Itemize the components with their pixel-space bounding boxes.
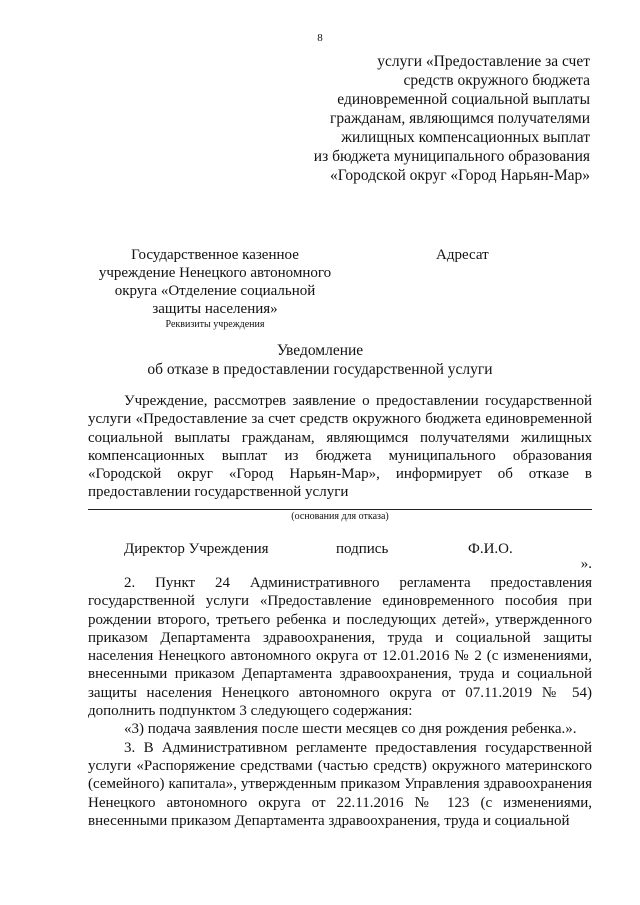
header-line: «Городской округ «Город Нарьян-Мар» xyxy=(330,167,590,184)
page-number: 8 xyxy=(317,32,323,44)
addressee-label: Адресат xyxy=(436,247,489,263)
paragraph: 2. Пункт 24 Административного регламента предоставления государственной услуги «Предоставление единовременного пособия при рождении второго, третьего ребенка и последующих детей», утвержденного приказом Департамента здравоохранения, труда и социальной защиты населения Ненецкого автономного округа от 12.01.2016 № 2 (с изменениями, внесенными приказом Департамента здравоохранения, труда и социальной защиты населения Ненецкого автономного округа от 07.11.2019 № 54) дополнить подпунктом 3 следующего содержания: xyxy=(88,575,592,720)
institution-line: округа «Отделение социальной xyxy=(114,283,316,299)
notice-title: Уведомление xyxy=(276,342,364,359)
institution-block xyxy=(80,246,350,331)
notice-body: Учреждение, рассмотрев заявление о предоставлении государственной услуги «Предоставление за счет средств окружного бюджета единовременной социальной выплаты гражданам, являющимся получателями жилищных компенсационных выплат из бюджета муниципального образования «Городской округ «Город Нарьян-Мар», информирует об отказе в предоставлении государственной услуги xyxy=(88,393,592,501)
paragraph: «3) подача заявления после шести месяцев со дня рождения ребенка.». xyxy=(124,721,577,738)
reason-caption: (основания для отказа) xyxy=(291,511,389,522)
institution-line: учреждение Ненецкого автономного xyxy=(98,265,332,281)
header-line: жилищных компенсационных выплат xyxy=(341,129,590,146)
institution-line: Государственное казенное xyxy=(131,247,299,263)
body-paragraphs xyxy=(88,574,592,830)
header-line: услуги «Предоставление за счет xyxy=(377,53,590,70)
paragraph: 3. В Административном регламенте предоставления государственной услуги «Распоряжение средствами (частью средств) окружного материнского (семейного) капитала», утвержденным приказом Управления здравоохранения Ненецкого автономного округа от 22.11.2016 № 123 (с изменениями, внесенными приказом Департамента здравоохранения, труда и социальной xyxy=(88,739,592,829)
signature-name: Ф.И.О. xyxy=(468,541,513,557)
header-line: гражданам, являющимся получателями xyxy=(329,110,590,127)
notice-heading xyxy=(0,341,640,379)
header-line: из бюджета муниципального образования xyxy=(313,148,590,165)
header-reference xyxy=(260,52,590,185)
header-line: единовременной социальной выплаты xyxy=(337,91,590,108)
institution-line: защиты населения» xyxy=(152,301,278,317)
signature-position: Директор Учреждения xyxy=(124,541,269,557)
notice-subtitle: об отказе в предоставлении государственной услуги xyxy=(147,361,493,378)
closing-quote: ». xyxy=(580,556,592,572)
reason-line xyxy=(88,509,592,510)
signature-sign: подпись xyxy=(336,541,389,557)
header-line: средств окружного бюджета xyxy=(403,72,590,89)
institution-caption: Реквизиты учреждения xyxy=(165,319,265,330)
